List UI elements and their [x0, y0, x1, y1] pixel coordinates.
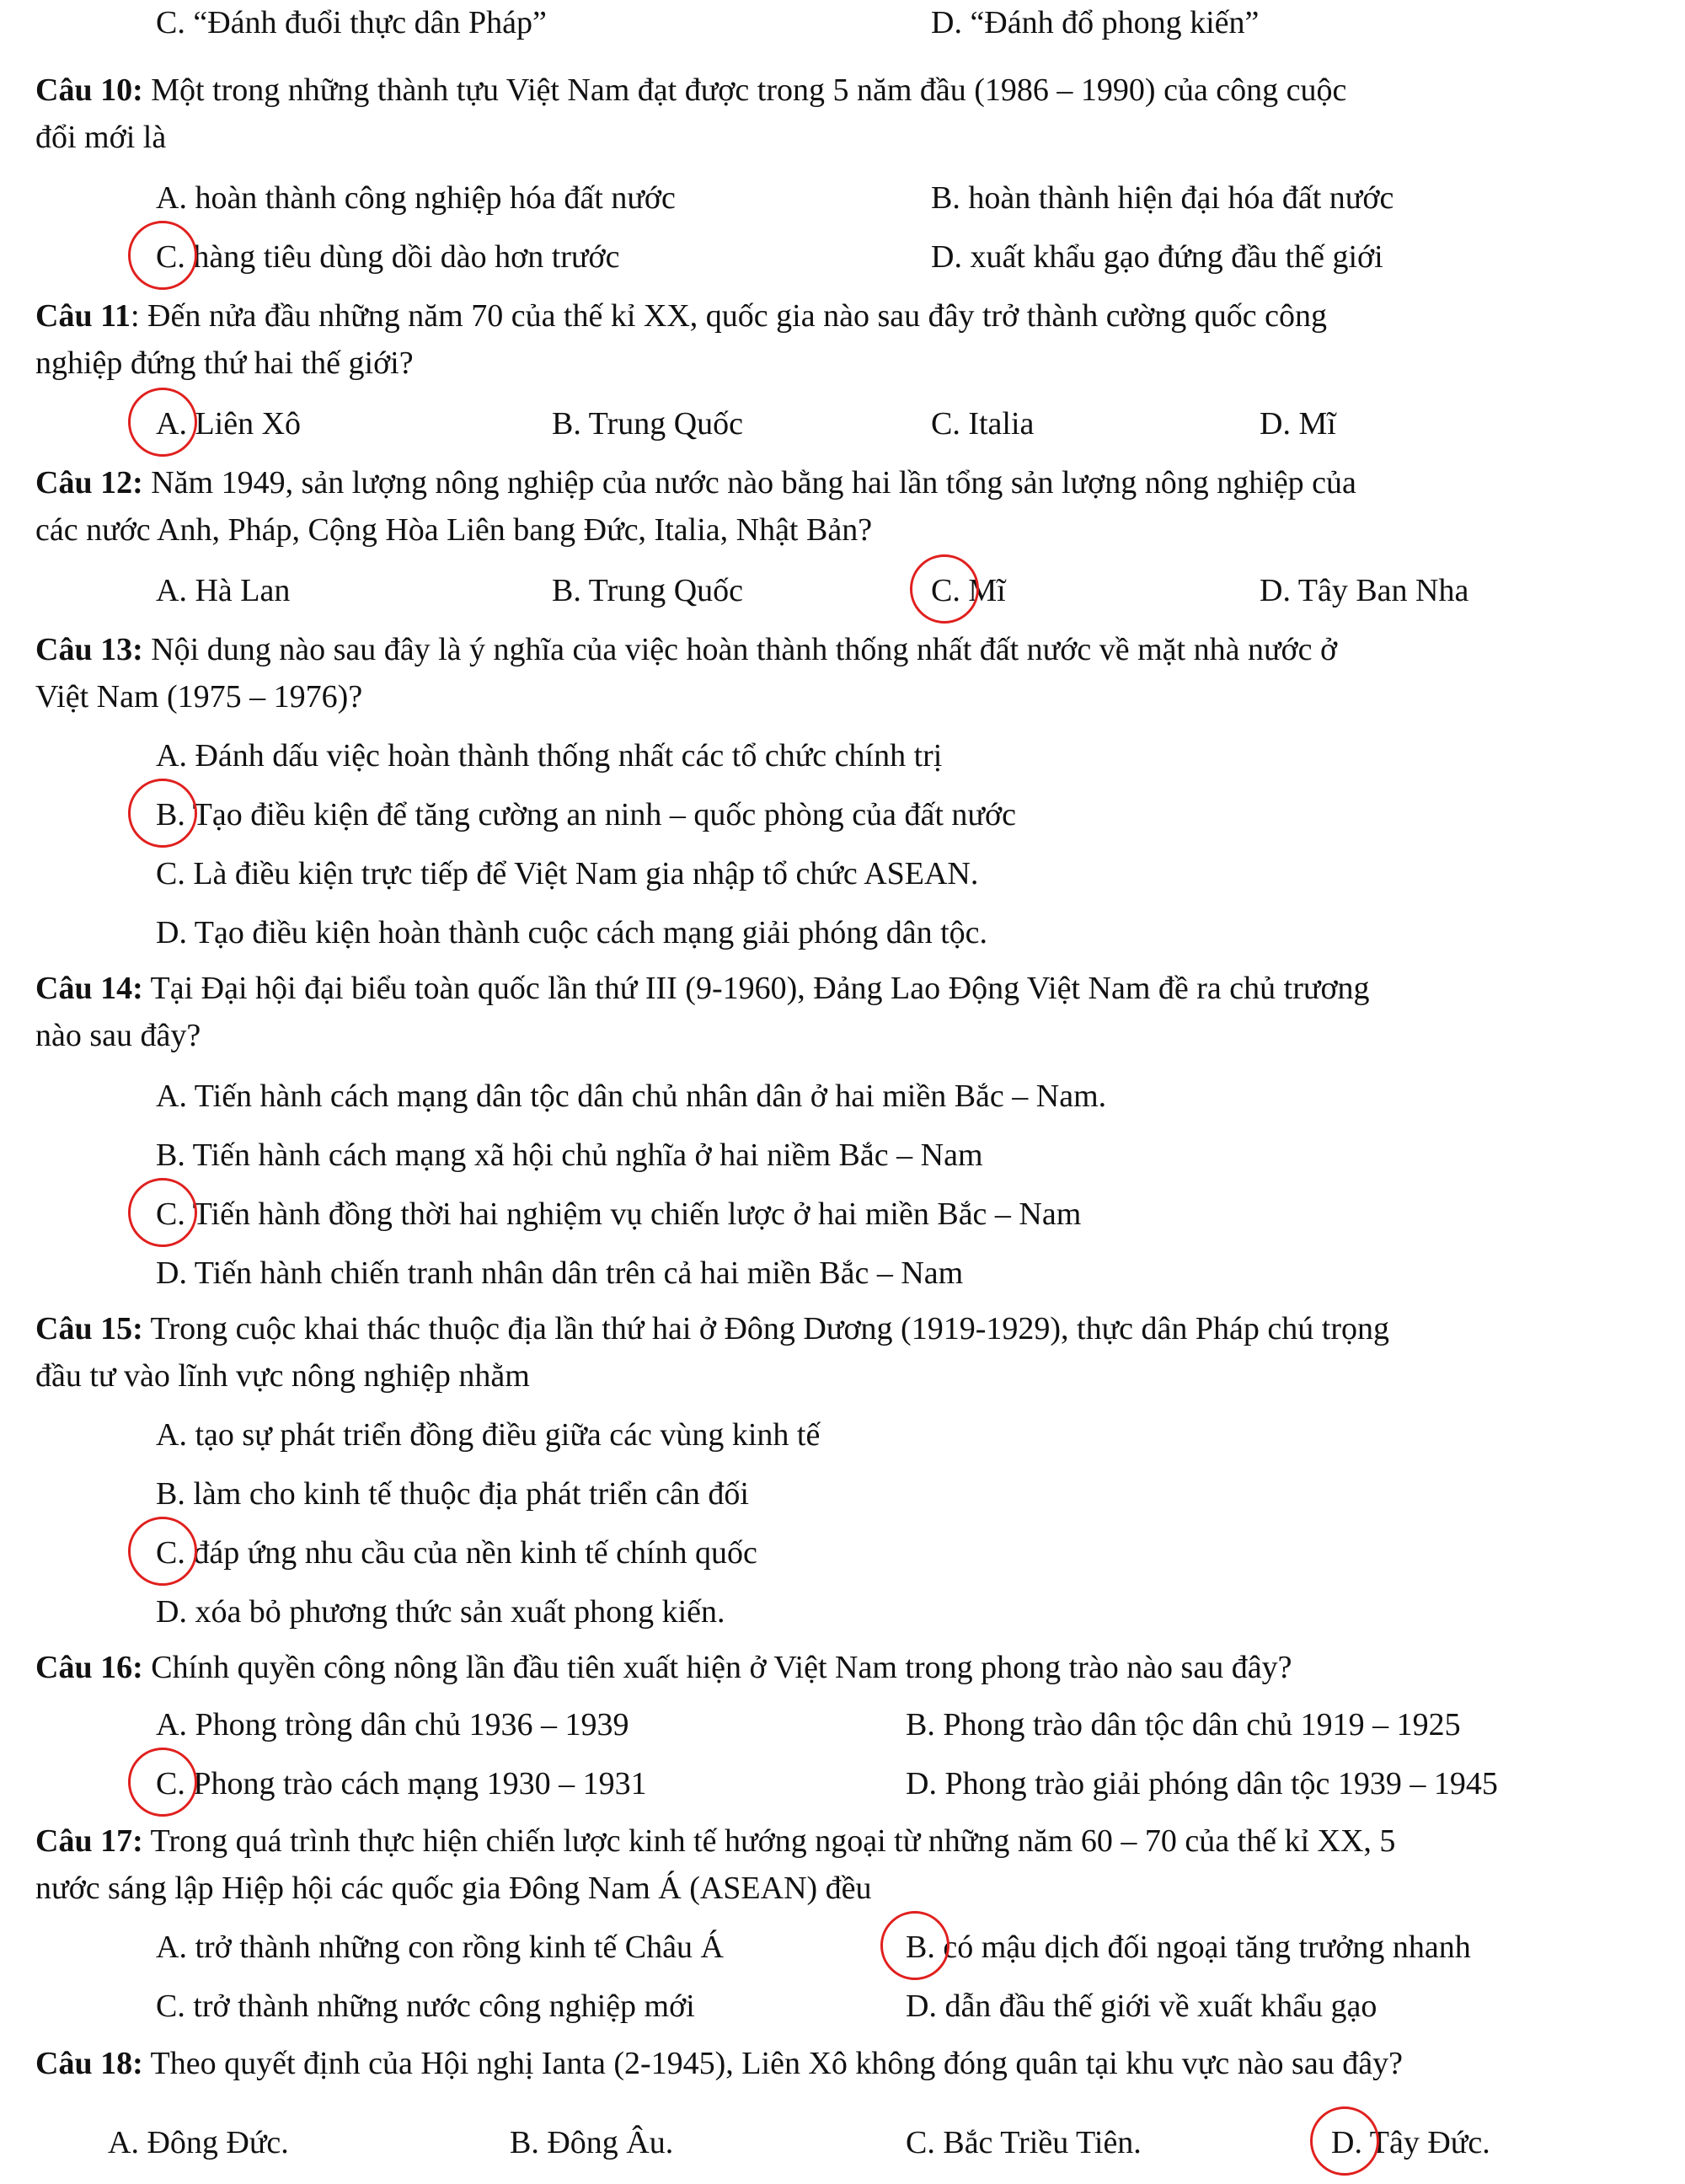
q14-option-a: A. Tiến hành cách mạng dân tộc dân chủ nhân dân ở hai miền Bắc – Nam. — [156, 1079, 1107, 1114]
q10-option-c: C. hàng tiêu dùng dồi dào hơn trước — [156, 239, 620, 275]
q15-option-a: A. tạo sự phát triển đồng điều giữa các vùng kinh tế — [156, 1417, 821, 1453]
question-14-cont: nào sau đây? — [35, 1018, 201, 1053]
q16-option-c: C. Phong trào cách mạng 1930 – 1931 — [156, 1766, 647, 1801]
q18-option-c: C. Bắc Triều Tiên. — [906, 2125, 1142, 2160]
q17-option-d: D. dẫn đầu thế giới về xuất khẩu gạo — [906, 1989, 1377, 2024]
q15-option-b: B. làm cho kinh tế thuộc địa phát triển cân đối — [156, 1476, 749, 1512]
question-15-cont: đầu tư vào lĩnh vực nông nghiệp nhằm — [35, 1358, 530, 1394]
q13-option-d: D. Tạo điều kiện hoàn thành cuộc cách mạng giải phóng dân tộc. — [156, 915, 987, 950]
q18-option-a: A. Đông Đức. — [108, 2125, 289, 2160]
q16-option-a: A. Phong tròng dân chủ 1936 – 1939 — [156, 1707, 629, 1742]
question-15: Câu 15: Trong cuộc khai thác thuộc địa lần thứ hai ở Đông Dương (1919-1929), thực dân Pháp chú trọng — [35, 1311, 1389, 1346]
q12-option-a: A. Hà Lan — [156, 573, 291, 608]
question-10-cont: đổi mới là — [35, 120, 167, 155]
q9-option-c: C. “Đánh đuổi thực dân Pháp” — [156, 5, 547, 40]
question-17-cont: nước sáng lập Hiệp hội các quốc gia Đông Nam Á (ASEAN) đều — [35, 1871, 872, 1906]
q10-option-d: D. xuất khẩu gạo đứng đầu thế giới — [931, 239, 1383, 275]
q17-option-c: C. trở thành những nước công nghiệp mới — [156, 1989, 695, 2024]
question-10: Câu 10: Một trong những thành tựu Việt Nam đạt được trong 5 năm đầu (1986 – 1990) của công cuộc — [35, 72, 1347, 108]
q11-option-d: D. Mĩ — [1260, 406, 1336, 442]
q10-option-a: A. hoàn thành công nghiệp hóa đất nước — [156, 180, 676, 216]
q14-option-b: B. Tiến hành cách mạng xã hội chủ nghĩa ở hai niềm Bắc – Nam — [156, 1138, 983, 1173]
question-17: Câu 17: Trong quá trình thực hiện chiến lược kinh tế hướng ngoại từ những năm 60 – 70 của thế kỉ XX, 5 — [35, 1823, 1396, 1859]
question-18: Câu 18: Theo quyết định của Hội nghị Ianta (2-1945), Liên Xô không đóng quân tại khu vực nào sau đây? — [35, 2046, 1403, 2081]
q11-option-b: B. Trung Quốc — [552, 406, 743, 442]
q13-option-b: B. Tạo điều kiện để tăng cường an ninh – quốc phòng của đất nước — [156, 797, 1016, 832]
q15-option-c: C. đáp ứng nhu cầu của nền kinh tế chính quốc — [156, 1535, 757, 1571]
question-13-cont: Việt Nam (1975 – 1976)? — [35, 679, 363, 715]
q16-option-b: B. Phong trào dân tộc dân chủ 1919 – 1925 — [906, 1707, 1461, 1742]
question-11-cont: nghiệp đứng thứ hai thế giới? — [35, 345, 414, 381]
q13-option-c: C. Là điều kiện trực tiếp để Việt Nam gia nhập tổ chức ASEAN. — [156, 856, 979, 891]
question-13: Câu 13: Nội dung nào sau đây là ý nghĩa của việc hoàn thành thống nhất đất nước về mặt nhà nước ở — [35, 632, 1338, 667]
question-12-cont: các nước Anh, Pháp, Cộng Hòa Liên bang Đức, Italia, Nhật Bản? — [35, 512, 873, 548]
question-11: Câu 11: Đến nửa đầu những năm 70 của thế kỉ XX, quốc gia nào sau đây trở thành cường quốc công — [35, 298, 1327, 334]
question-16: Câu 16: Chính quyền công nông lần đầu tiên xuất hiện ở Việt Nam trong phong trào nào sau đây? — [35, 1650, 1292, 1685]
q14-option-d: D. Tiến hành chiến tranh nhân dân trên cả hai miền Bắc – Nam — [156, 1255, 964, 1291]
question-14: Câu 14: Tại Đại hội đại biểu toàn quốc lần thứ III (9-1960), Đảng Lao Động Việt Nam đề ra chủ trương — [35, 971, 1370, 1006]
q18-option-b: B. Đông Âu. — [510, 2125, 674, 2160]
q18-option-d: D. Tây Đức. — [1331, 2125, 1490, 2160]
q17-option-a: A. trở thành những con rồng kinh tế Châu Á — [156, 1930, 724, 1965]
q17-option-b: B. có mậu dịch đối ngoại tăng trưởng nhanh — [906, 1930, 1471, 1965]
q14-option-c: C. Tiến hành đồng thời hai nghiệm vụ chiến lược ở hai miền Bắc – Nam — [156, 1196, 1082, 1232]
question-12: Câu 12: Năm 1949, sản lượng nông nghiệp của nước nào bằng hai lần tổng sản lượng nông nghiệp của — [35, 465, 1356, 500]
q9-option-d: D. “Đánh đổ phong kiến” — [931, 5, 1260, 40]
q10-option-b: B. hoàn thành hiện đại hóa đất nước — [931, 180, 1394, 216]
q12-option-b: B. Trung Quốc — [552, 573, 743, 608]
q13-option-a: A. Đánh dấu việc hoàn thành thống nhất các tổ chức chính trị — [156, 738, 943, 774]
q12-option-d: D. Tây Ban Nha — [1260, 573, 1469, 608]
q12-option-c: C. Mĩ — [931, 573, 1006, 608]
q16-option-d: D. Phong trào giải phóng dân tộc 1939 – 1945 — [906, 1766, 1498, 1801]
q11-option-c: C. Italia — [931, 406, 1035, 442]
q15-option-d: D. xóa bỏ phương thức sản xuất phong kiến. — [156, 1594, 725, 1630]
q11-option-a: A. Liên Xô — [156, 406, 302, 442]
